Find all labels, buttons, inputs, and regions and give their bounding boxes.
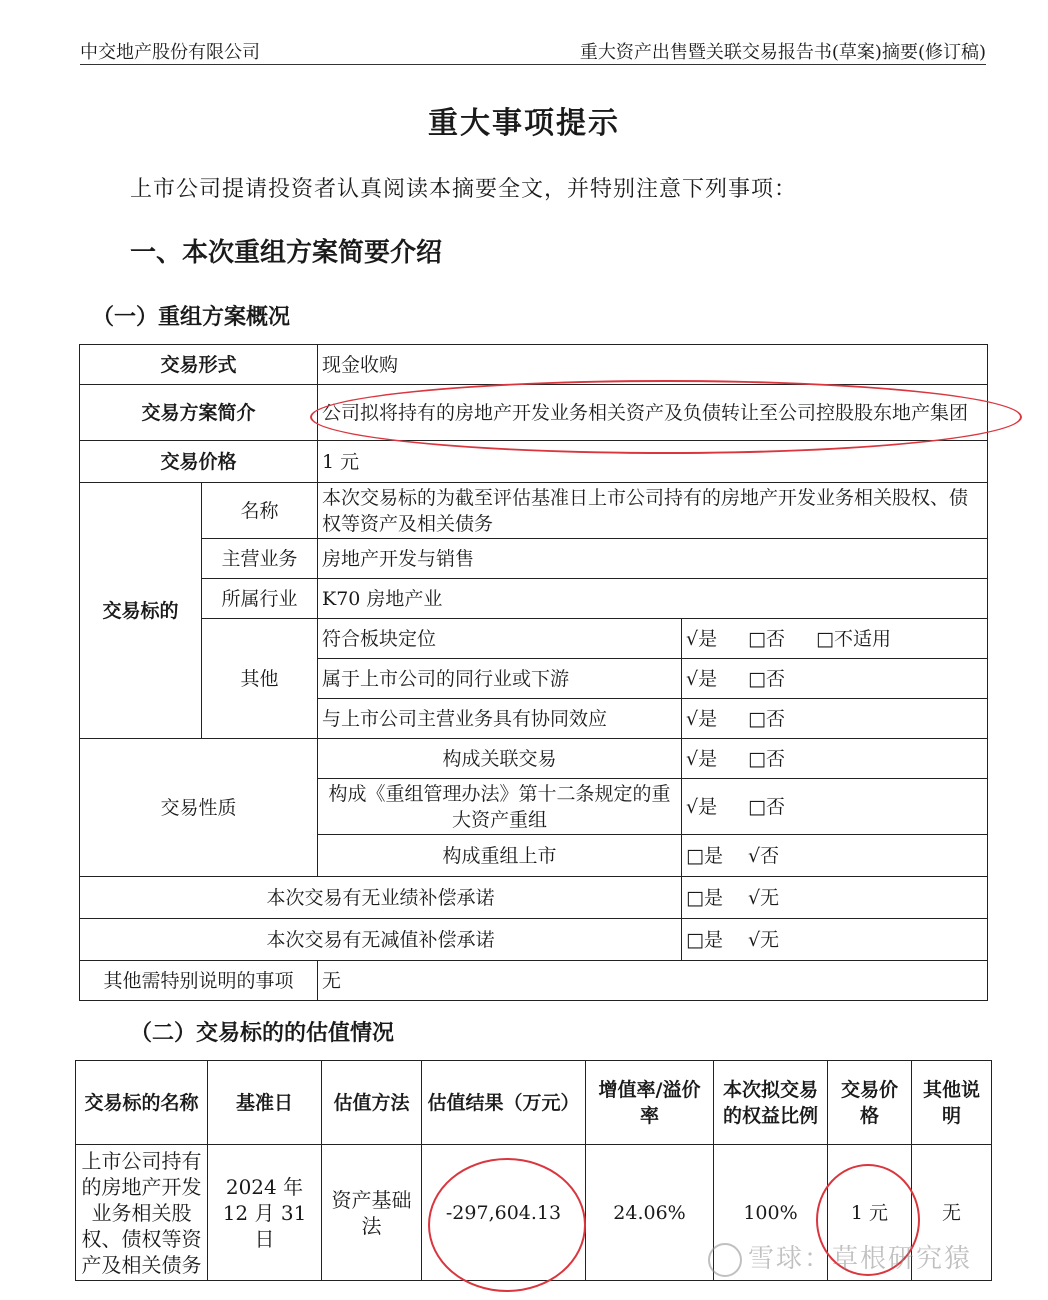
n3-text: 构成重组上市 — [318, 835, 682, 877]
row-method: 资产基础法 — [322, 1145, 422, 1281]
n1-yes: √是 — [686, 747, 718, 770]
price-value: 1 元 — [318, 441, 988, 483]
header-other: 其他说明 — [912, 1061, 992, 1145]
biz-label: 主营业务 — [202, 539, 318, 579]
n2-text: 构成《重组管理办法》第十二条规定的重大资产重组 — [318, 779, 682, 835]
o3-no: □否 — [748, 707, 785, 730]
o2-yes: √是 — [686, 667, 718, 690]
n1-text: 构成关联交易 — [318, 739, 682, 779]
impair-no: √无 — [748, 928, 780, 951]
plan-value: 公司拟将持有的房地产开发业务相关资产及负债转让至公司控股股东地产集团 — [318, 385, 988, 441]
annotation-ellipse-plan — [310, 380, 1022, 454]
header-base-date: 基准日 — [208, 1061, 322, 1145]
o1-yes: √是 — [686, 627, 718, 650]
n2-no: □否 — [748, 795, 785, 818]
perf-text: 本次交易有无业绩补偿承诺 — [80, 877, 682, 919]
o3-text: 与上市公司主营业务具有协同效应 — [318, 699, 682, 739]
row-price: 1 元 — [828, 1145, 912, 1281]
watermark-text: 雪球：草根研究猿 — [748, 1244, 973, 1274]
target-label: 交易标的 — [80, 483, 202, 739]
o3-yes: √是 — [686, 707, 718, 730]
o1-no: □否 — [748, 627, 785, 650]
annotation-ellipse-result — [428, 1158, 586, 1292]
document-title: 重大资产出售暨关联交易报告书(草案)摘要(修订稿) — [579, 42, 986, 63]
n1-no: □否 — [748, 747, 785, 770]
n1-check — [682, 739, 988, 779]
n3-check — [682, 835, 988, 877]
o2-text: 属于上市公司的同行业或下游 — [318, 659, 682, 699]
xueqiu-logo-icon — [708, 1243, 742, 1277]
watermark — [708, 1238, 972, 1277]
o2-no: □否 — [748, 667, 785, 690]
intro-text: 上市公司提请投资者认真阅读本摘要全文，并特别注意下列事项： — [130, 177, 798, 202]
subsection-heading-valuation: （二）交易标的的估值情况 — [130, 1021, 395, 1046]
header-target-name: 交易标的名称 — [76, 1061, 208, 1145]
page-title: 重大事项提示 — [428, 106, 620, 141]
row-base-date: 2024 年 12 月 31 日 — [208, 1145, 322, 1281]
section-heading: 一、本次重组方案简要介绍 — [130, 238, 443, 268]
header-result: 估值结果（万元） — [422, 1061, 586, 1145]
impair-check — [682, 919, 988, 961]
biz-value: 房地产开发与销售 — [318, 539, 988, 579]
header-ratio: 本次拟交易的权益比例 — [714, 1061, 828, 1145]
o2-check — [682, 659, 988, 699]
form-value: 现金收购 — [318, 345, 988, 385]
n2-yes: √是 — [686, 795, 718, 818]
industry-label: 所属行业 — [202, 579, 318, 619]
other-label: 其他 — [202, 619, 318, 739]
row-target-name: 上市公司持有的房地产开发业务相关股权、债权等资产及相关债务 — [76, 1145, 208, 1281]
name-value: 本次交易标的为截至评估基准日上市公司持有的房地产开发业务相关股权、债权等资产及相关债务 — [318, 483, 988, 539]
o1-check — [682, 619, 988, 659]
perf-check — [682, 877, 988, 919]
row-result: -297,604.13 — [422, 1145, 586, 1281]
perf-yes: □是 — [686, 886, 723, 909]
form-label: 交易形式 — [80, 345, 318, 385]
header-price: 交易价格 — [828, 1061, 912, 1145]
misc-value: 无 — [318, 961, 988, 1001]
price-label: 交易价格 — [80, 441, 318, 483]
row-other: 无 — [912, 1145, 992, 1281]
n2-check — [682, 779, 988, 835]
name-label: 名称 — [202, 483, 318, 539]
row-premium: 24.06% — [586, 1145, 714, 1281]
subsection-heading-overview: （一）重组方案概况 — [92, 305, 291, 330]
n3-yes: □是 — [686, 844, 723, 867]
n3-no: √否 — [748, 844, 780, 867]
nature-label: 交易性质 — [80, 739, 318, 877]
industry-value: K70 房地产业 — [318, 579, 988, 619]
impair-text: 本次交易有无减值补偿承诺 — [80, 919, 682, 961]
header-divider — [80, 64, 986, 65]
o3-check — [682, 699, 988, 739]
o1-text: 符合板块定位 — [318, 619, 682, 659]
row-ratio: 100% — [714, 1145, 828, 1281]
impair-yes: □是 — [686, 928, 723, 951]
o1-na: □不适用 — [816, 627, 891, 650]
plan-label: 交易方案简介 — [80, 385, 318, 441]
company-name: 中交地产股份有限公司 — [80, 42, 260, 63]
header-premium: 增值率/溢价率 — [586, 1061, 714, 1145]
perf-no: √无 — [748, 886, 780, 909]
header-method: 估值方法 — [322, 1061, 422, 1145]
misc-label: 其他需特别说明的事项 — [80, 961, 318, 1001]
